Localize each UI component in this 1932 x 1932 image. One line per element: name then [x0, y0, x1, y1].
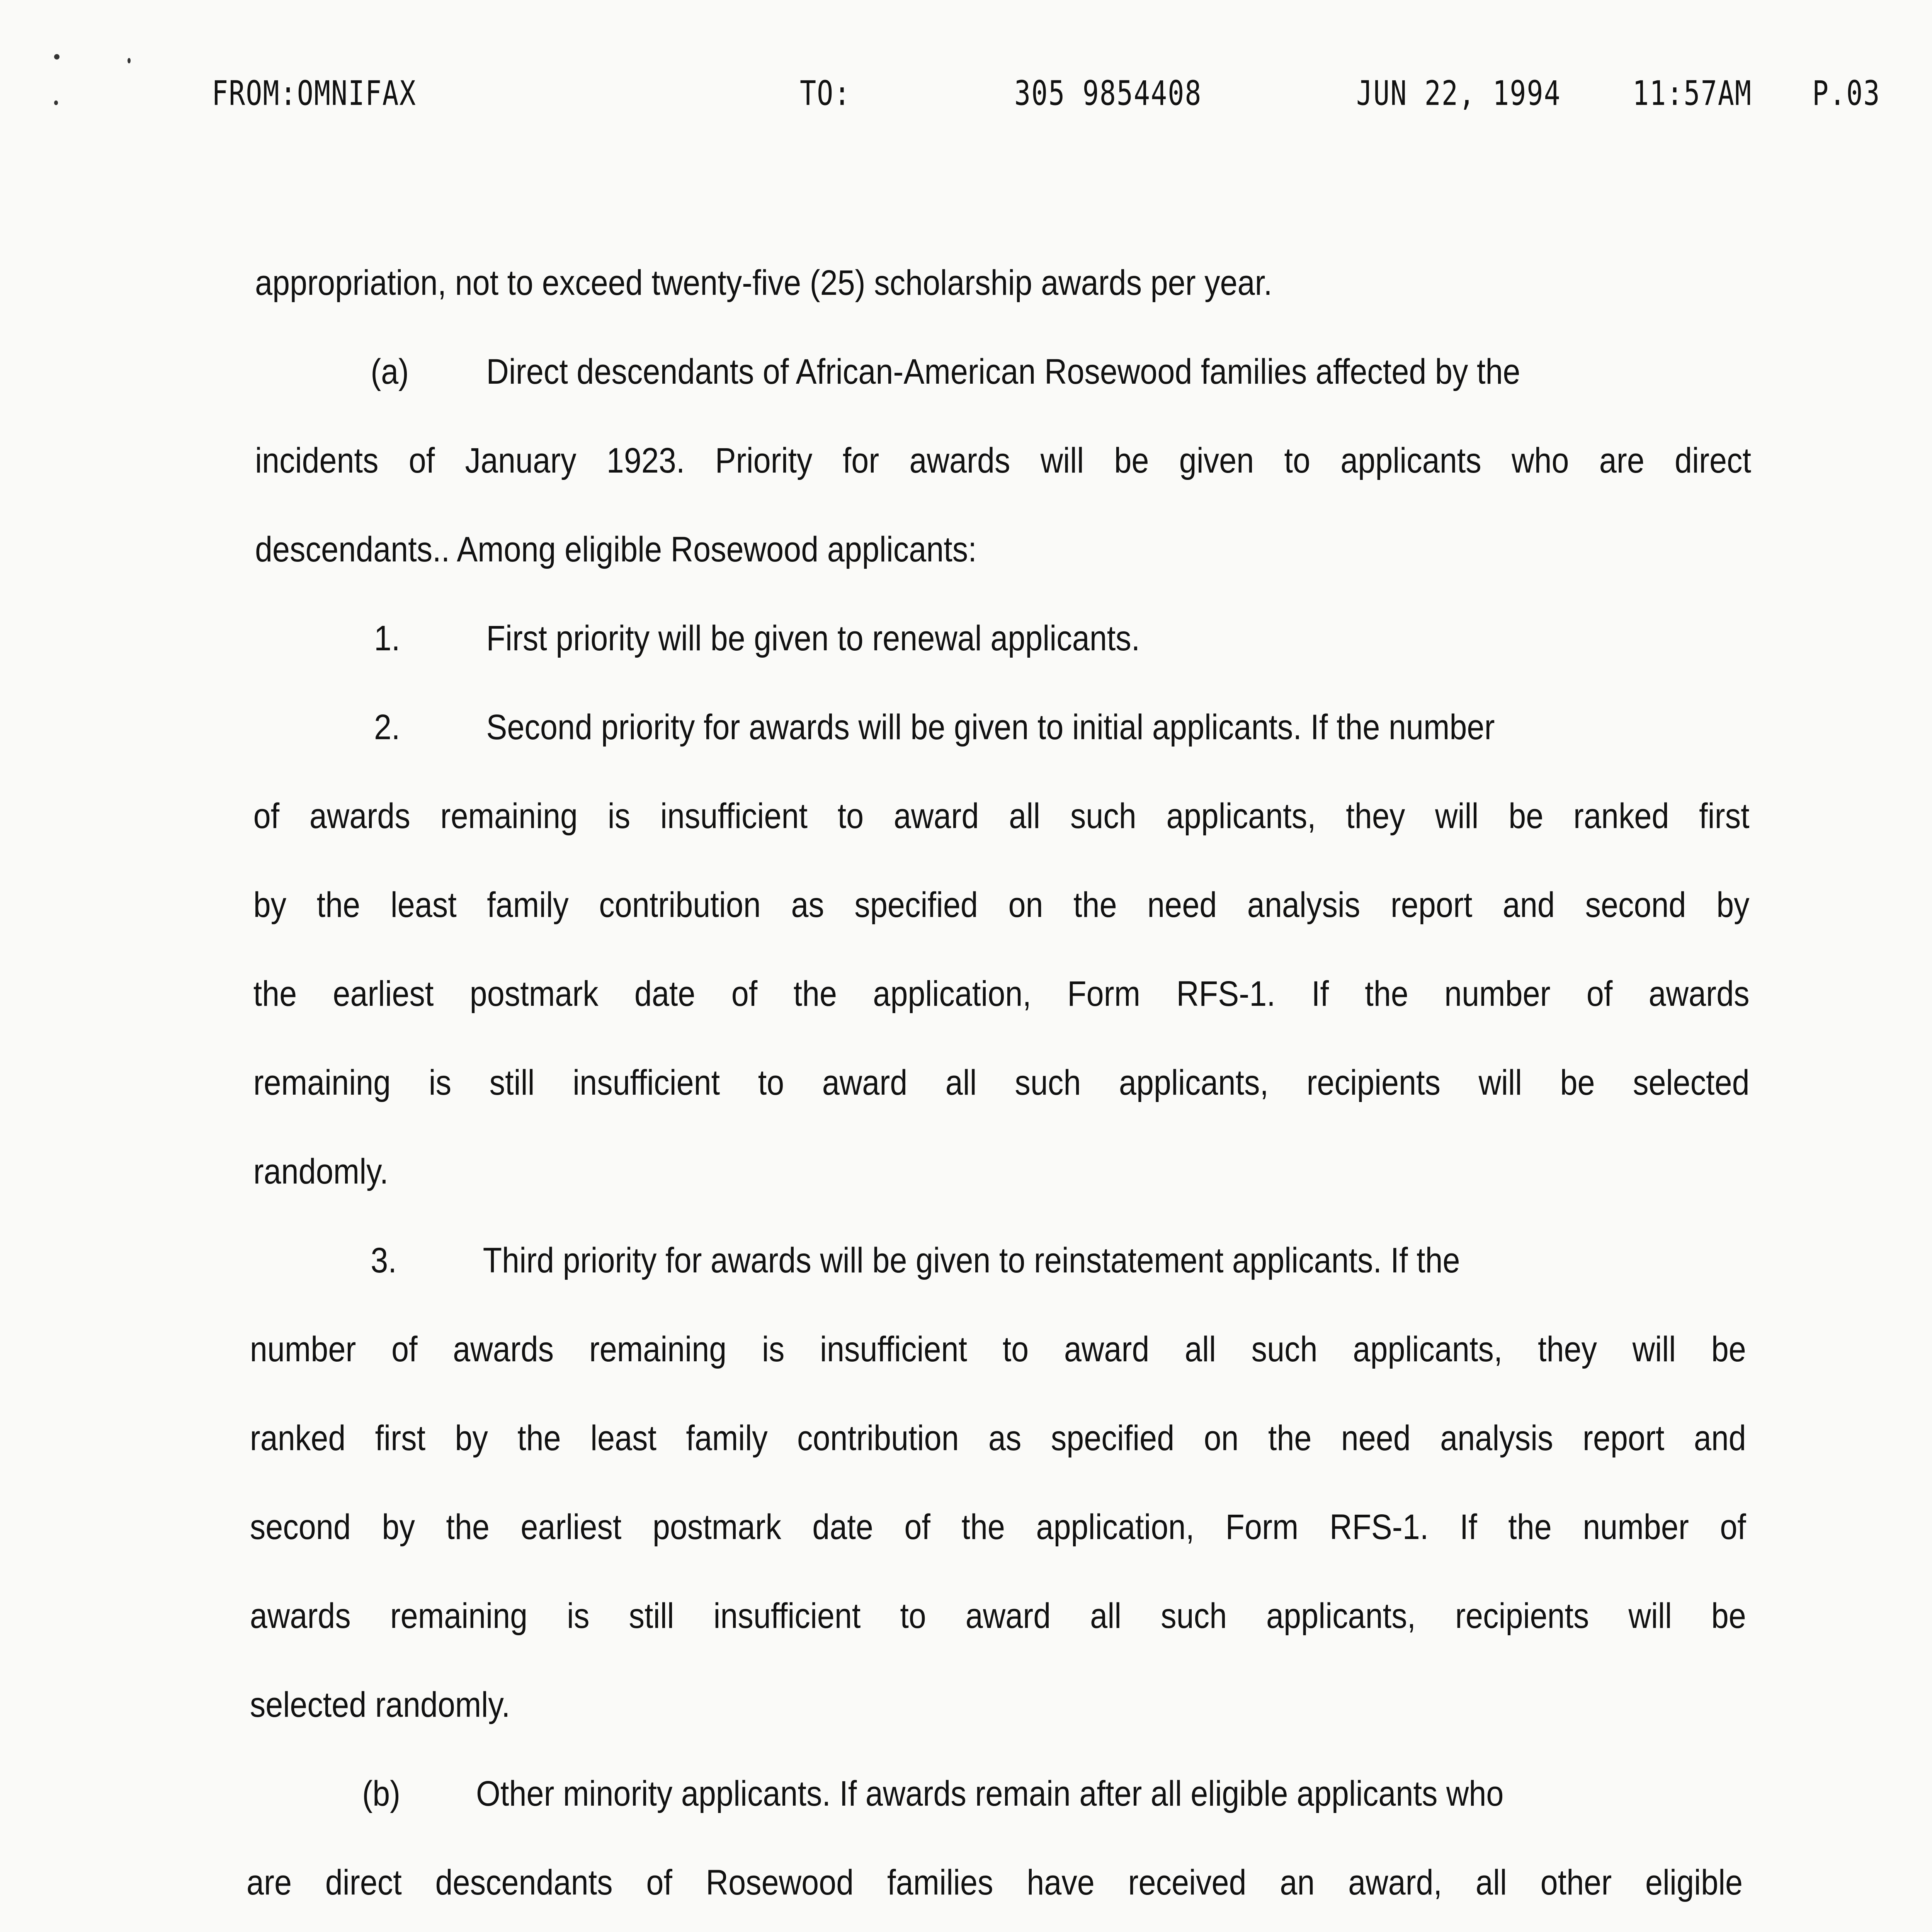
item-3-line: Third priority for awards will be given to reinstatement applicants. If the [483, 1241, 1460, 1280]
item-2-label: 2. [374, 707, 400, 747]
item-2-line: remaining is still insufficient to award all such applicants, recipients will be selected [253, 1063, 1750, 1102]
fax-to-number: 305 9854408 [1014, 73, 1202, 113]
item-3-line: selected randomly. [250, 1685, 510, 1725]
section-a-label: (a) [371, 352, 409, 391]
item-1-line: First priority will be given to renewal applicants. [486, 619, 1140, 658]
item-3-line: ranked first by the least family contribution as specified on the need analysis report and [250, 1418, 1746, 1458]
item-2-line: Second priority for awards will be given to initial applicants. If the number [486, 707, 1495, 747]
scan-speck [128, 58, 131, 63]
fax-header [0, 73, 1932, 117]
section-a-line: Direct descendants of African-American Rosewood families affected by the [486, 352, 1520, 391]
scan-speck [54, 54, 60, 60]
section-b-line: are direct descendants of Rosewood families have received an award, all other eligible [247, 1863, 1743, 1902]
fax-date: JUN 22, 1994 [1356, 73, 1561, 113]
item-3-label: 3. [371, 1241, 397, 1280]
section-b-line: Other minority applicants. If awards remain after all eligible applicants who [476, 1774, 1504, 1813]
fax-time: 11:57AM [1633, 73, 1752, 113]
item-2-line: of awards remaining is insufficient to award all such applicants, they will be ranked first [253, 796, 1750, 836]
item-3-line: second by the earliest postmark date of the application, Form RFS-1. If the number of [250, 1507, 1746, 1547]
scan-speck [54, 100, 58, 105]
section-b-label: (b) [362, 1774, 401, 1813]
section-a-line: incidents of January 1923. Priority for awards will be given to applicants who are direct [255, 441, 1751, 480]
fax-page-number: P.03 [1812, 73, 1881, 113]
item-2-line: randomly. [253, 1152, 389, 1191]
item-2-line: by the least family contribution as specified on the need analysis report and second by [253, 885, 1750, 925]
fax-to-label: TO: [800, 73, 851, 113]
item-3-line: awards remaining is still insufficient to award all such applicants, recipients will be [250, 1596, 1746, 1636]
fax-from: FROM:OMNIFAX [212, 73, 417, 113]
item-3-line: number of awards remaining is insufficient to award all such applicants, they will be [250, 1330, 1746, 1369]
item-1-label: 1. [374, 619, 400, 658]
opening-line: appropriation, not to exceed twenty-five (25) scholarship awards per year. [255, 263, 1272, 303]
section-a-line: descendants.. Among eligible Rosewood applicants: [255, 530, 977, 569]
item-2-line: the earliest postmark date of the application, Form RFS-1. If the number of awards [253, 974, 1750, 1014]
